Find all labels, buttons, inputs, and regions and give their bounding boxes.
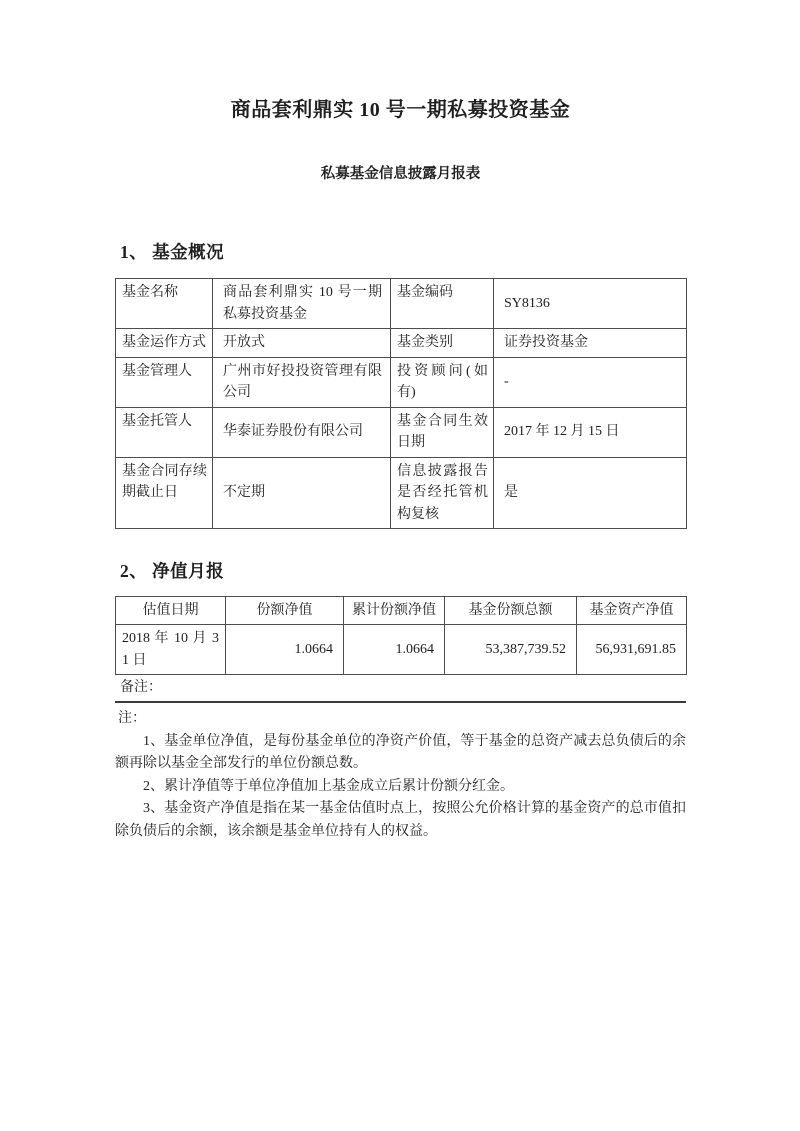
fund-code-value: SY8136 <box>494 279 687 329</box>
total-shares-header: 基金份额总额 <box>445 597 577 625</box>
fund-overview-table <box>115 278 687 529</box>
custodian-value: 华泰证券股份有限公司 <box>213 407 391 457</box>
notes-section <box>115 708 686 843</box>
table-row <box>116 457 687 529</box>
investment-advisor-value: - <box>494 357 687 407</box>
table-row <box>116 279 687 329</box>
table-row <box>116 357 687 407</box>
net-assets-cell: 56,931,691.85 <box>577 625 687 675</box>
operation-mode-label: 基金运作方式 <box>116 329 213 358</box>
fund-manager-label: 基金管理人 <box>116 357 213 407</box>
valuation-date-cell: 2018 年 10 月 31 日 <box>116 625 226 675</box>
contract-effective-date-value: 2017 年 12 月 15 日 <box>494 407 687 457</box>
contract-effective-date-label: 基金合同生效日期 <box>391 407 494 457</box>
table-row <box>116 329 687 358</box>
nav-per-share-cell: 1.0664 <box>226 625 344 675</box>
investment-advisor-label: 投资顾问(如有) <box>391 357 494 407</box>
contract-expiry-label: 基金合同存续期截止日 <box>116 457 213 529</box>
net-assets-header: 基金资产净值 <box>577 597 687 625</box>
table-row <box>116 625 687 675</box>
fund-name-value: 商品套利鼎实 10 号一期私募投资基金 <box>213 279 391 329</box>
cumulative-nav-cell: 1.0664 <box>344 625 445 675</box>
disclosure-review-label: 信息披露报告是否经托管机构复核 <box>391 457 494 529</box>
note-item-2: 2、累计净值等于单位净值加上基金成立后累计份额分红金。 <box>143 778 514 794</box>
custodian-label: 基金托管人 <box>116 407 213 457</box>
notes-label: 注： <box>118 711 146 726</box>
remark-row <box>115 675 686 703</box>
disclosure-review-value: 是 <box>494 457 687 529</box>
fund-manager-value: 广州市好投投资管理有限公司 <box>213 357 391 407</box>
nav-monthly-table <box>115 596 687 675</box>
fund-name-label: 基金名称 <box>116 279 213 329</box>
fund-category-value: 证券投资基金 <box>494 329 687 358</box>
section-1-heading: 1、 基金概况 <box>120 242 225 262</box>
total-shares-cell: 53,387,739.52 <box>445 625 577 675</box>
document-subtitle: 私募基金信息披露月报表 <box>320 166 481 182</box>
contract-expiry-value: 不定期 <box>213 457 391 529</box>
table-row <box>116 407 687 457</box>
fund-category-label: 基金类别 <box>391 329 494 358</box>
table-header-row <box>116 597 687 625</box>
operation-mode-value: 开放式 <box>213 329 391 358</box>
valuation-date-header: 估值日期 <box>116 597 226 625</box>
note-item-1: 1、基金单位净值，是每份基金单位的净资产价值，等于基金的总资产减去总负债后的余额再除以基金全部发行的单位份额总数。 <box>115 733 686 771</box>
remark-label: 备注： <box>120 680 162 695</box>
fund-code-label: 基金编码 <box>391 279 494 329</box>
nav-per-share-header: 份额净值 <box>226 597 344 625</box>
document-title: 商品套利鼎实 10 号一期私募投资基金 <box>230 99 571 121</box>
section-2-heading: 2、 净值月报 <box>120 561 225 581</box>
note-item-3: 3、基金资产净值是指在某一基金估值时点上，按照公允价格计算的基金资产的总市值扣除负债后的余额，该余额是基金单位持有人的权益。 <box>115 801 686 839</box>
cumulative-nav-header: 累计份额净值 <box>344 597 445 625</box>
